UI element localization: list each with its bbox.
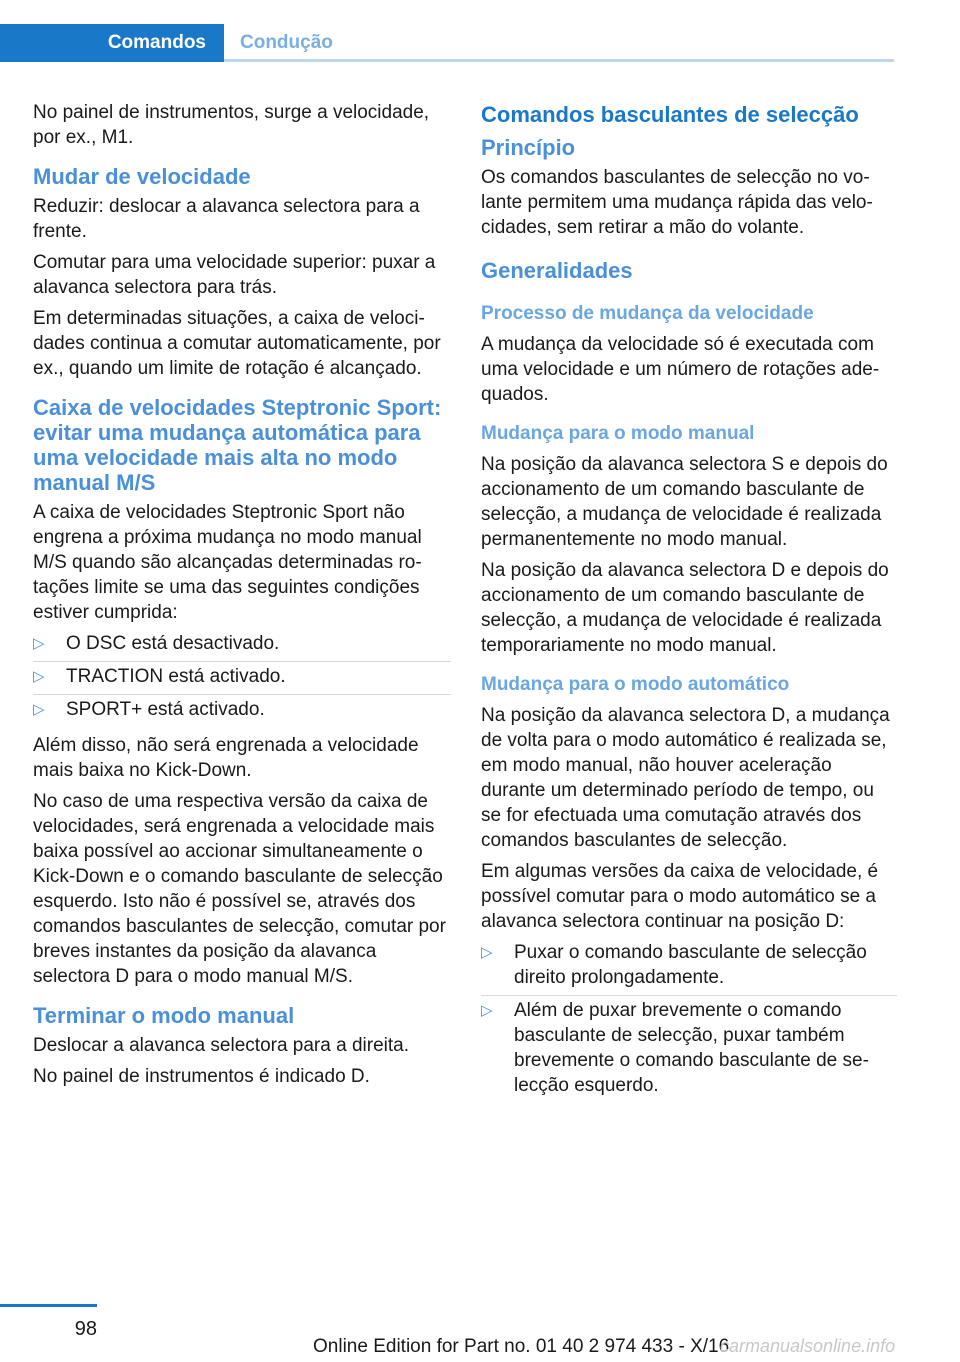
paragraph: Em determinadas situações, a caixa de velocidades continua a comutar automaticamente, por ex., quando um limite de rotação é alcançado. bbox=[33, 308, 441, 379]
section-heading-mudar: Mudar de velocidade bbox=[33, 164, 251, 189]
paragraph: Além disso, não será engrenada a velocidade mais baixa no Kick-Down. bbox=[33, 735, 419, 781]
triangle-right-icon: ▷ bbox=[481, 1002, 493, 1019]
header-divider bbox=[224, 59, 894, 62]
action-list bbox=[481, 940, 897, 1103]
watermark: carmanualsonline.info bbox=[720, 1336, 896, 1356]
triangle-right-icon: ▷ bbox=[33, 635, 45, 652]
section-heading-principio: Princípio bbox=[481, 135, 576, 160]
paragraph: Na posição da alavanca selectora D, a mudança de volta para o modo automático é realizada se, em modo manual, não houver aceleração durante um determinado período de tempo, ou se for efectuada uma comutação através dos comandos basculantes de selecção. bbox=[481, 705, 890, 851]
main-heading: Comandos basculantes de selecção bbox=[481, 102, 859, 127]
section-heading-terminar: Terminar o modo manual bbox=[33, 1003, 295, 1028]
paragraph: No caso de uma respectiva versão da caixa de velocidades, será engrenada a velocidade mais baixa possível ao accionar simultaneamente o Kick-Down e o comando basculante de selecção esquerdo. Isto não é possível se, através dos comandos basculantes de selecção, comutar por breves instantes da posição da alavanca selectora D para o modo manual M/S. bbox=[33, 791, 446, 987]
list-item: ▷ Puxar o comando basculante de selecção direito prolongadamente. bbox=[481, 940, 897, 996]
left-column bbox=[33, 100, 451, 1095]
right-column bbox=[481, 100, 897, 1109]
page-header bbox=[0, 0, 960, 62]
condition-list bbox=[33, 631, 451, 727]
section-heading-caixa: Caixa de velocidades Steptronic Sport: evitar uma mudança automática para uma velocidade mais alta no modo manual M/S bbox=[33, 395, 442, 495]
edition-text: Online Edition for Part no. 01 40 2 974 433 - X/16 bbox=[313, 1336, 730, 1357]
list-item: ▷ TRACTION está activado. bbox=[33, 664, 451, 695]
subheading-automatico: Mudança para o modo automático bbox=[481, 674, 790, 695]
subheading-processo: Processo de mudança da velocidade bbox=[481, 303, 814, 324]
paragraph: A mudança da velocidade só é executada com uma velocidade e um número de rotações adequados. bbox=[481, 334, 880, 405]
triangle-right-icon: ▷ bbox=[481, 944, 493, 961]
subheading-manual: Mudança para o modo manual bbox=[481, 423, 755, 444]
paragraph: Na posição da alavanca selectora D e depois do accionamento de um comando basculante de selecção, a mudança de velocidade é realizada temporariamente no modo manual. bbox=[481, 560, 889, 656]
paragraph: No painel de instrumentos, surge a velocidade, por ex., M1. bbox=[33, 102, 430, 148]
paragraph: Os comandos basculantes de selecção no volante permitem uma mudança rápida das velocidades, sem retirar a mão do volante. bbox=[481, 167, 873, 238]
tab-conducao[interactable]: Condução bbox=[240, 32, 333, 53]
list-item: ▷ Além de puxar brevemente o comando basculante de selecção, puxar também brevemente o comando basculante de selecção esquerdo. bbox=[481, 1000, 869, 1096]
paragraph: Em algumas versões da caixa de velocidade, é possível comutar para o modo automático se a alavanca selectora continuar na posição D: bbox=[481, 861, 879, 932]
page-number: 98 bbox=[74, 1318, 97, 1340]
tab-comandos[interactable]: Comandos bbox=[0, 24, 224, 62]
paragraph: Na posição da alavanca selectora S e depois do accionamento de um comando basculante de selecção, a mudança de velocidade é realizada permanentemente no modo manual. bbox=[481, 454, 888, 550]
paragraph: Comutar para uma velocidade superior: puxar a alavanca selectora para trás. bbox=[33, 252, 436, 298]
section-heading-generalidades: Generalidades bbox=[481, 258, 633, 283]
triangle-right-icon: ▷ bbox=[33, 668, 45, 685]
paragraph: No painel de instrumentos é indicado D. bbox=[33, 1066, 370, 1087]
list-item: ▷ SPORT+ está activado. bbox=[33, 699, 265, 720]
footer-divider bbox=[0, 1304, 97, 1307]
paragraph: A caixa de velocidades Steptronic Sport não engrena a próxima mudança no modo manual M/S quando são alcançadas determinadas rotações limite se uma das seguintes condições estiver cumprida: bbox=[33, 502, 422, 623]
list-item: ▷ O DSC está desactivado. bbox=[33, 631, 451, 662]
paragraph: Reduzir: deslocar a alavanca selectora para a frente. bbox=[33, 196, 420, 242]
paragraph: Deslocar a alavanca selectora para a direita. bbox=[33, 1035, 409, 1056]
triangle-right-icon: ▷ bbox=[33, 701, 45, 718]
